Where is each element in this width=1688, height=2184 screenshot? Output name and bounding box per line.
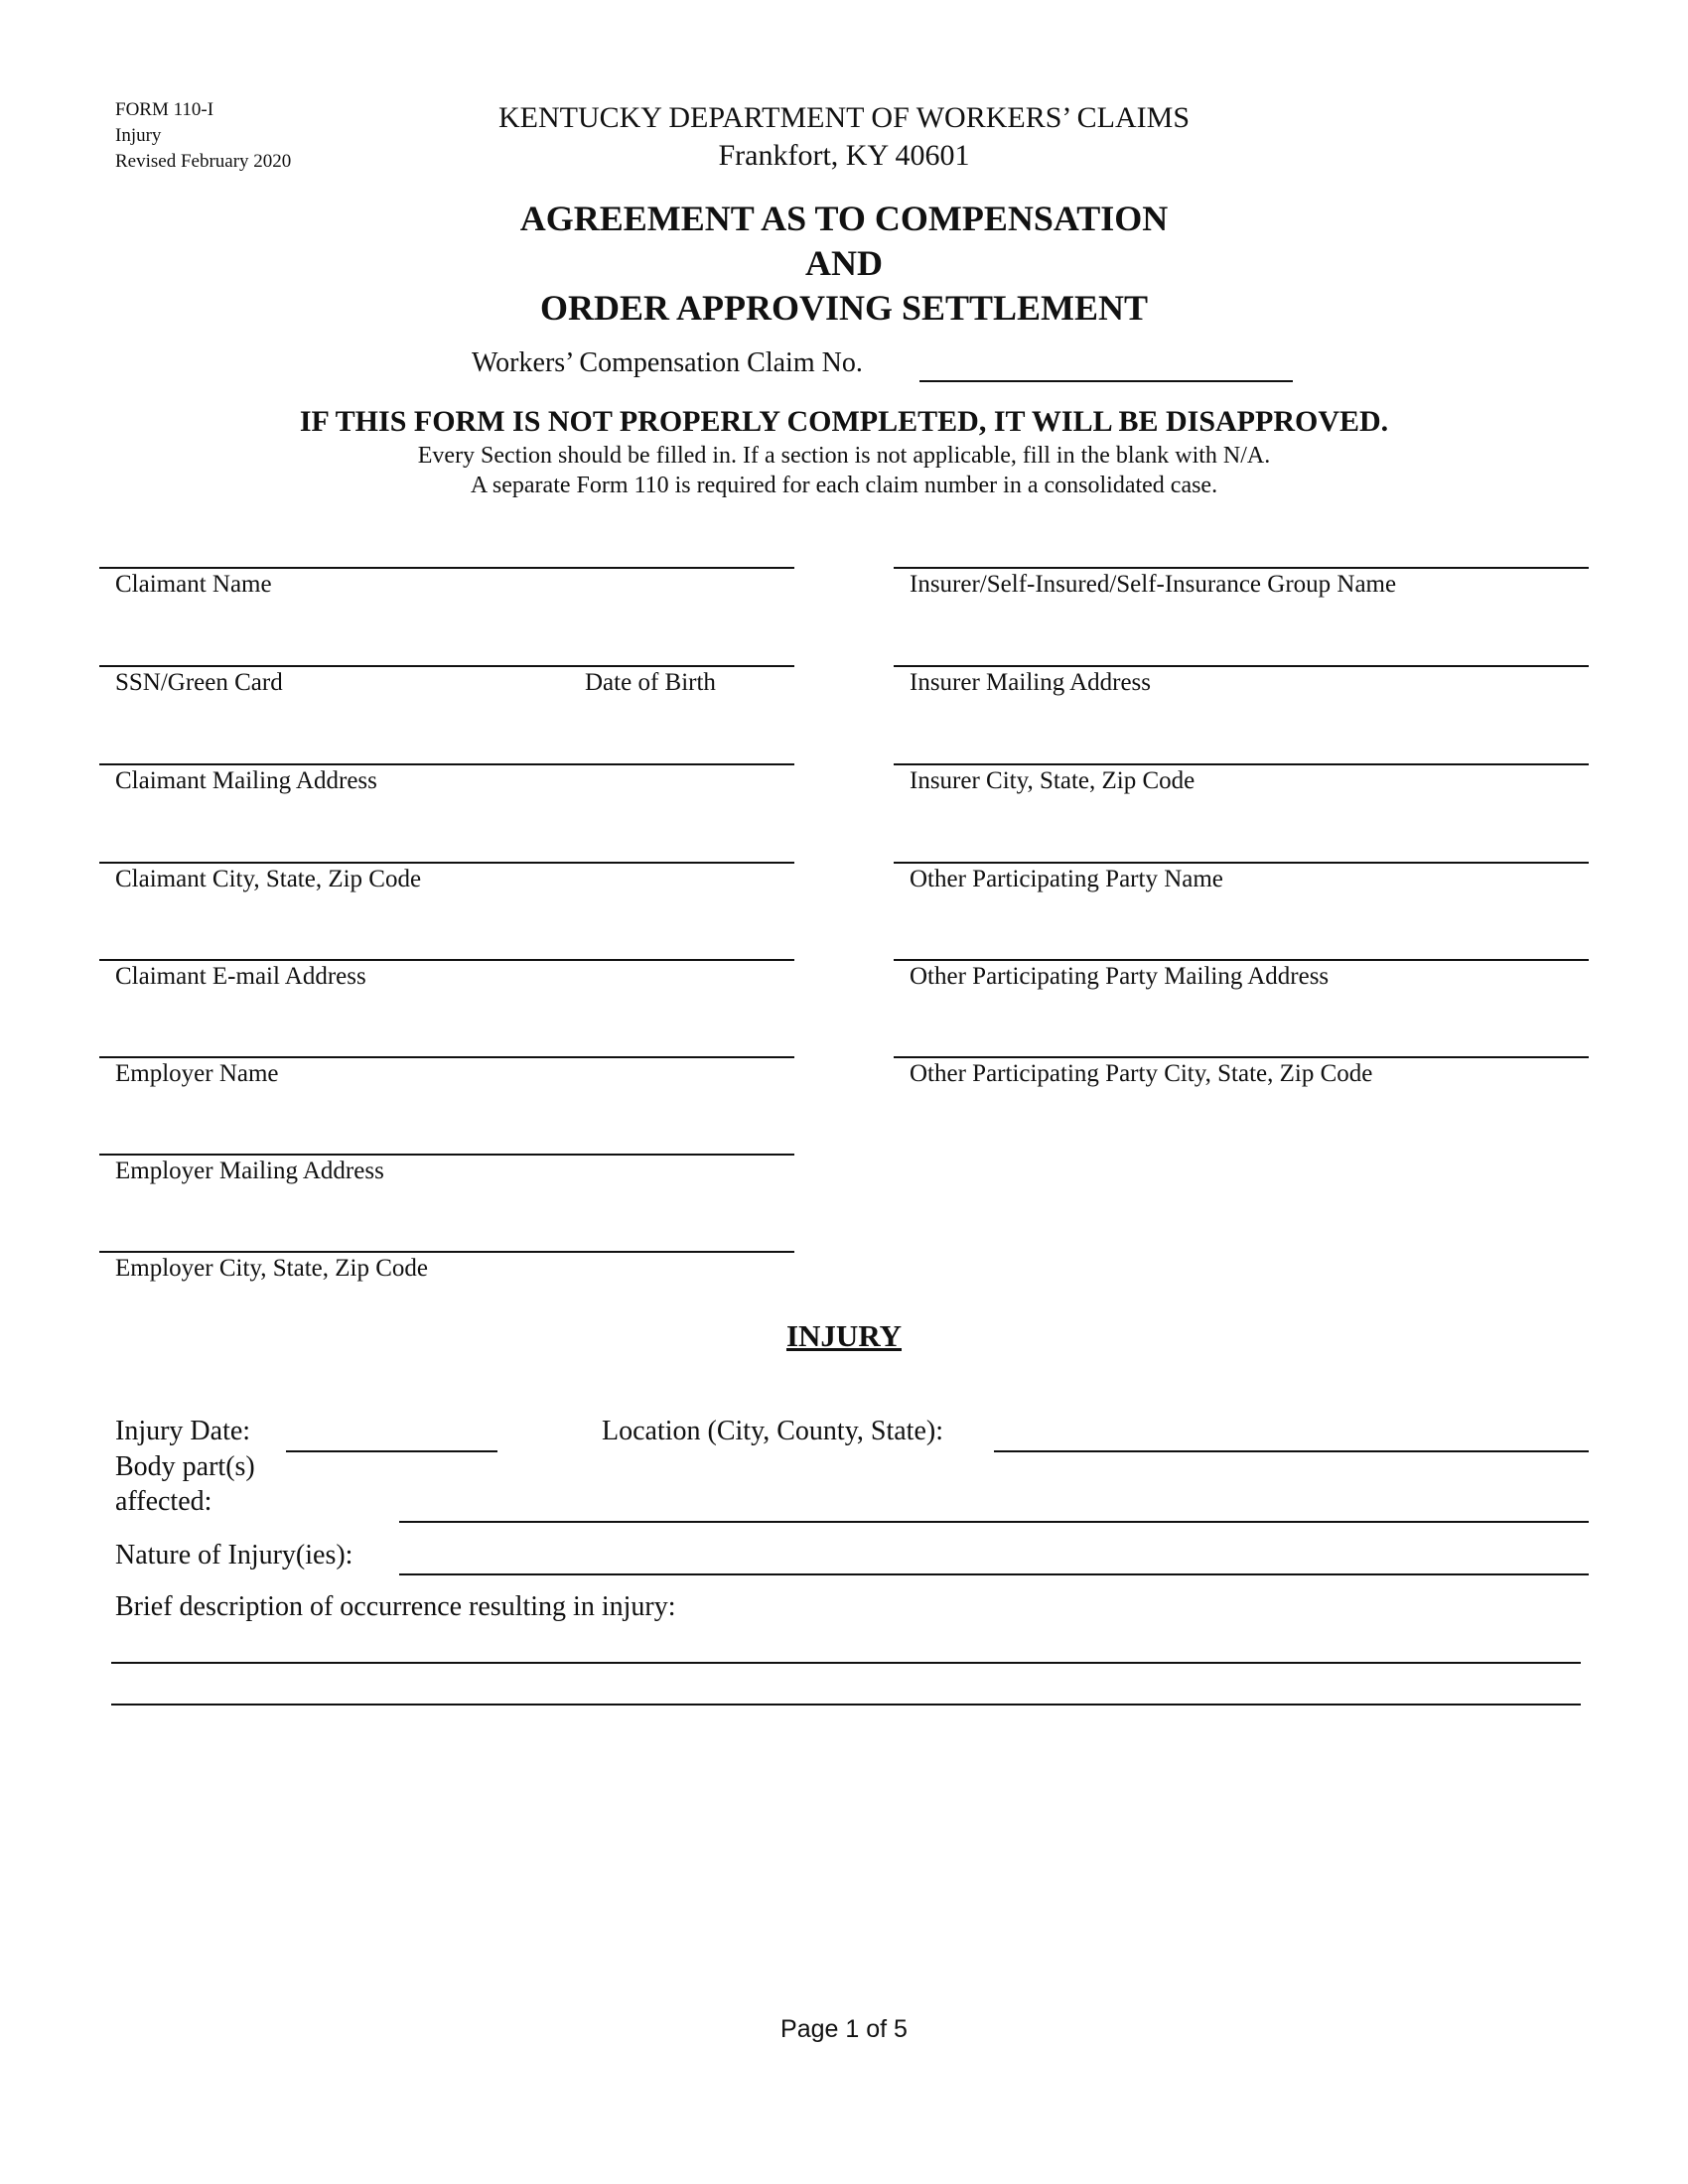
other-party-name-input[interactable]: [898, 827, 1583, 859]
insurer-name-input[interactable]: [898, 532, 1583, 564]
claimant-name-input[interactable]: [103, 532, 788, 564]
injury-location-label: Location (City, County, State):: [602, 1416, 943, 1446]
injury-location-line: [994, 1450, 1589, 1452]
insurer-name-line: [894, 567, 1589, 569]
form-title-line2: AND: [805, 243, 883, 283]
description-input-1[interactable]: [115, 1628, 1575, 1658]
injury-location-input[interactable]: [998, 1418, 1584, 1447]
other-party-name-line: [894, 862, 1589, 864]
claimant-name-label: Claimant Name: [115, 571, 272, 598]
form-number: FORM 110-I: [115, 99, 214, 120]
description-label: Brief description of occurrence resulting in injury:: [115, 1591, 676, 1622]
claimant-city-line: [99, 862, 794, 864]
description-line-2: [111, 1704, 1581, 1706]
nature-of-injury-input[interactable]: [403, 1541, 1585, 1570]
employer-name-input[interactable]: [103, 1022, 788, 1053]
description-input-2[interactable]: [115, 1670, 1575, 1700]
nature-of-injury-label: Nature of Injury(ies):: [115, 1540, 353, 1570]
form-revision: Revised February 2020: [115, 151, 292, 172]
body-parts-input[interactable]: [403, 1488, 1585, 1518]
form-title-line1: AGREEMENT AS TO COMPENSATION: [519, 199, 1169, 238]
insurer-city-line: [894, 763, 1589, 765]
form-type: Injury: [115, 125, 162, 146]
claimant-address-line: [99, 763, 794, 765]
other-party-name-label: Other Participating Party Name: [910, 866, 1223, 892]
claimant-name-line: [99, 567, 794, 569]
body-parts-label-2: affected:: [115, 1486, 212, 1517]
injury-date-input[interactable]: [290, 1418, 493, 1447]
department-name: KENTUCKY DEPARTMENT OF WORKERS’ CLAIMS: [497, 101, 1191, 134]
injury-section-heading: INJURY: [785, 1318, 903, 1353]
employer-address-line: [99, 1154, 794, 1156]
instructions-line2: A separate Form 110 is required for each claim number in a consolidated case.: [470, 473, 1218, 498]
department-location: Frankfort, KY 40601: [718, 139, 970, 172]
dob-input[interactable]: [580, 630, 788, 662]
page-number: Page 1 of 5: [780, 2015, 908, 2043]
claimant-city-input[interactable]: [103, 827, 788, 859]
claimant-city-label: Claimant City, State, Zip Code: [115, 866, 422, 892]
warning-text: IF THIS FORM IS NOT PROPERLY COMPLETED, IT WILL BE DISAPPROVED.: [299, 405, 1389, 438]
employer-city-input[interactable]: [103, 1216, 788, 1248]
description-line-1: [111, 1662, 1581, 1664]
claimant-email-label: Claimant E-mail Address: [115, 963, 366, 990]
claim-number-line: [919, 380, 1293, 382]
claimant-email-line: [99, 959, 794, 961]
other-party-address-input[interactable]: [898, 924, 1583, 956]
form-title-line3: ORDER APPROVING SETTLEMENT: [539, 288, 1149, 328]
insurer-address-input[interactable]: [898, 630, 1583, 662]
claim-number-label: Workers’ Compensation Claim No.: [472, 347, 863, 378]
body-parts-label-1: Body part(s): [115, 1451, 255, 1482]
other-party-city-line: [894, 1056, 1589, 1058]
ssn-line: [99, 665, 794, 667]
instructions-line1: Every Section should be filled in. If a section is not applicable, fill in the blank with N/A.: [417, 443, 1271, 469]
employer-name-label: Employer Name: [115, 1060, 279, 1087]
employer-city-line: [99, 1251, 794, 1253]
injury-date-label: Injury Date:: [115, 1416, 251, 1446]
insurer-address-label: Insurer Mailing Address: [910, 669, 1152, 696]
nature-of-injury-line: [399, 1573, 1589, 1575]
injury-date-line: [286, 1450, 497, 1452]
insurer-name-label: Insurer/Self-Insured/Self-Insurance Group Name: [910, 571, 1397, 598]
other-party-city-label: Other Participating Party City, State, Zip Code: [910, 1060, 1373, 1087]
employer-city-label: Employer City, State, Zip Code: [115, 1255, 429, 1282]
ssn-label: SSN/Green Card: [115, 669, 283, 696]
employer-name-line: [99, 1056, 794, 1058]
employer-address-input[interactable]: [103, 1119, 788, 1151]
dob-label: Date of Birth: [585, 669, 716, 696]
insurer-city-label: Insurer City, State, Zip Code: [910, 767, 1196, 794]
body-parts-line: [399, 1521, 1589, 1523]
ssn-input[interactable]: [103, 630, 550, 662]
claimant-email-input[interactable]: [103, 924, 788, 956]
claim-number-input[interactable]: [923, 349, 1291, 379]
insurer-address-line: [894, 665, 1589, 667]
other-party-address-label: Other Participating Party Mailing Address: [910, 963, 1330, 990]
insurer-city-input[interactable]: [898, 729, 1583, 760]
other-party-address-line: [894, 959, 1589, 961]
other-party-city-input[interactable]: [898, 1022, 1583, 1053]
claimant-address-label: Claimant Mailing Address: [115, 767, 377, 794]
employer-address-label: Employer Mailing Address: [115, 1158, 384, 1184]
claimant-address-input[interactable]: [103, 729, 788, 760]
